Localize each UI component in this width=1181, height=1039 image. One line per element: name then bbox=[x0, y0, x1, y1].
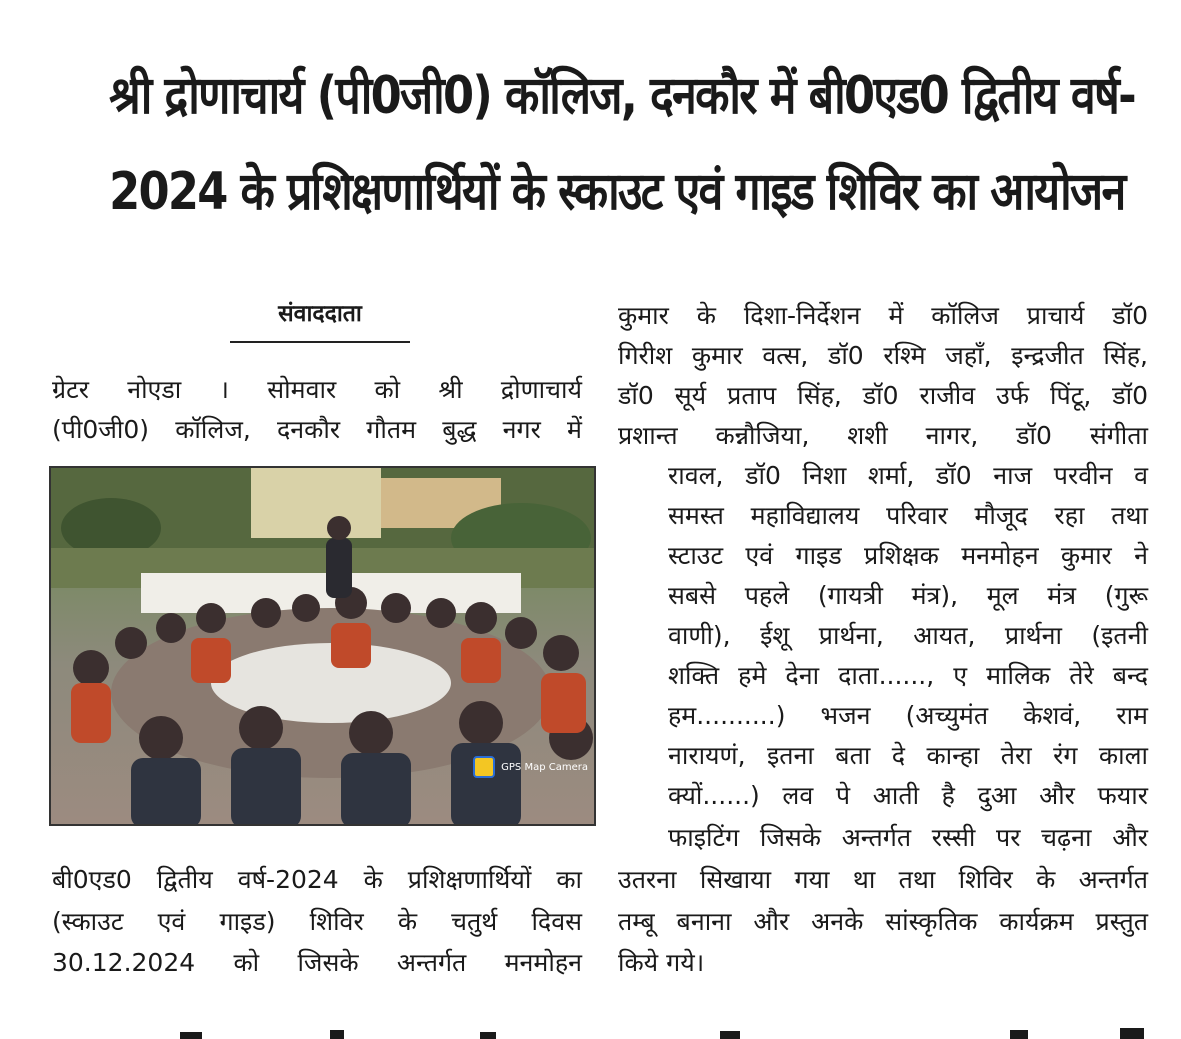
right-line-10: शक्ति हमे देना दाता......, ए मालिक तेरे बन्द bbox=[668, 661, 1148, 690]
right-line-11: हम..........) भजन (अच्युमंत केशवं, राम bbox=[668, 701, 1148, 730]
right-line-4: प्रशान्त कन्नौजिया, शशी नागर, डॉ0 संगीता bbox=[618, 421, 1148, 450]
left-line-3: बी0एड0 द्वितीय वर्ष-2024 के प्रशिक्षणार्थियों का bbox=[52, 865, 582, 894]
right-line-14: फाइटिंग जिसके अन्तर्गत रस्सी पर चढ़ना और bbox=[668, 823, 1148, 852]
event-photo bbox=[49, 466, 596, 826]
gps-watermark bbox=[473, 756, 588, 778]
left-line-5: 30.12.2024 को जिसके अन्तर्गत मनमोहन bbox=[52, 948, 582, 977]
next-headline-fragment bbox=[0, 1022, 1181, 1039]
right-line-2: गिरीश कुमार वत्स, डॉ0 रश्मि जहाँ, इन्द्रजीत सिंह, bbox=[618, 341, 1148, 370]
headline-line-2: 2024 के प्रशिक्षणार्थियों के स्काउट एवं गाइड शिविर का आयोजन bbox=[109, 162, 1125, 222]
byline-rule bbox=[230, 341, 410, 343]
right-line-5: रावल, डॉ0 निशा शर्मा, डॉ0 नाज परवीन व bbox=[668, 461, 1148, 490]
left-line-1: ग्रेटर नोएडा । सोमवार को श्री द्रोणाचार्य bbox=[52, 375, 582, 404]
right-line-17: किये गये। bbox=[618, 948, 705, 977]
right-line-6: समस्त महाविद्यालय परिवार मौजूद रहा तथा bbox=[668, 501, 1148, 530]
right-line-9: वाणी), ईशू प्रार्थना, आयत, प्रार्थना (इतनी bbox=[668, 621, 1148, 650]
right-line-12: नारायणं, इतना बता दे कान्हा तेरा रंग काला bbox=[668, 741, 1148, 770]
right-line-13: क्यों......) लव पे आती है दुआ और फयार bbox=[668, 781, 1148, 810]
gps-watermark-text: GPS Map Camera bbox=[501, 761, 588, 773]
byline: संवाददाता bbox=[278, 301, 362, 327]
right-line-8: सबसे पहले (गायत्री मंत्र), मूल मंत्र (गुरू bbox=[668, 581, 1148, 610]
right-line-16: तम्बू बनाना और अनके सांस्कृतिक कार्यक्रम प्रस्तुत bbox=[618, 907, 1148, 936]
left-line-2: (पी0जी0) कॉलिज, दनकौर गौतम बुद्ध नगर में bbox=[52, 415, 582, 444]
right-line-15: उतरना सिखाया गया था तथा शिविर के अन्तर्गत bbox=[618, 865, 1148, 894]
map-pin-icon bbox=[473, 756, 495, 778]
headline bbox=[109, 48, 1135, 240]
headline-line-1: श्री द्रोणाचार्य (पी0जी0) कॉलिज, दनकौर में बी0एड0 द्वितीय वर्ष- bbox=[109, 66, 1135, 126]
left-line-4: (स्काउट एवं गाइड) शिविर के चतुर्थ दिवस bbox=[52, 907, 582, 936]
right-line-7: स्टाउट एवं गाइड प्रशिक्षक मनमोहन कुमार ने bbox=[668, 541, 1148, 570]
right-line-1: कुमार के दिशा-निर्देशन में कॉलिज प्राचार्य डॉ0 bbox=[618, 301, 1148, 330]
right-line-3: डॉ0 सूर्य प्रताप सिंह, डॉ0 राजीव उर्फ पिंटू, डॉ0 bbox=[618, 381, 1148, 410]
